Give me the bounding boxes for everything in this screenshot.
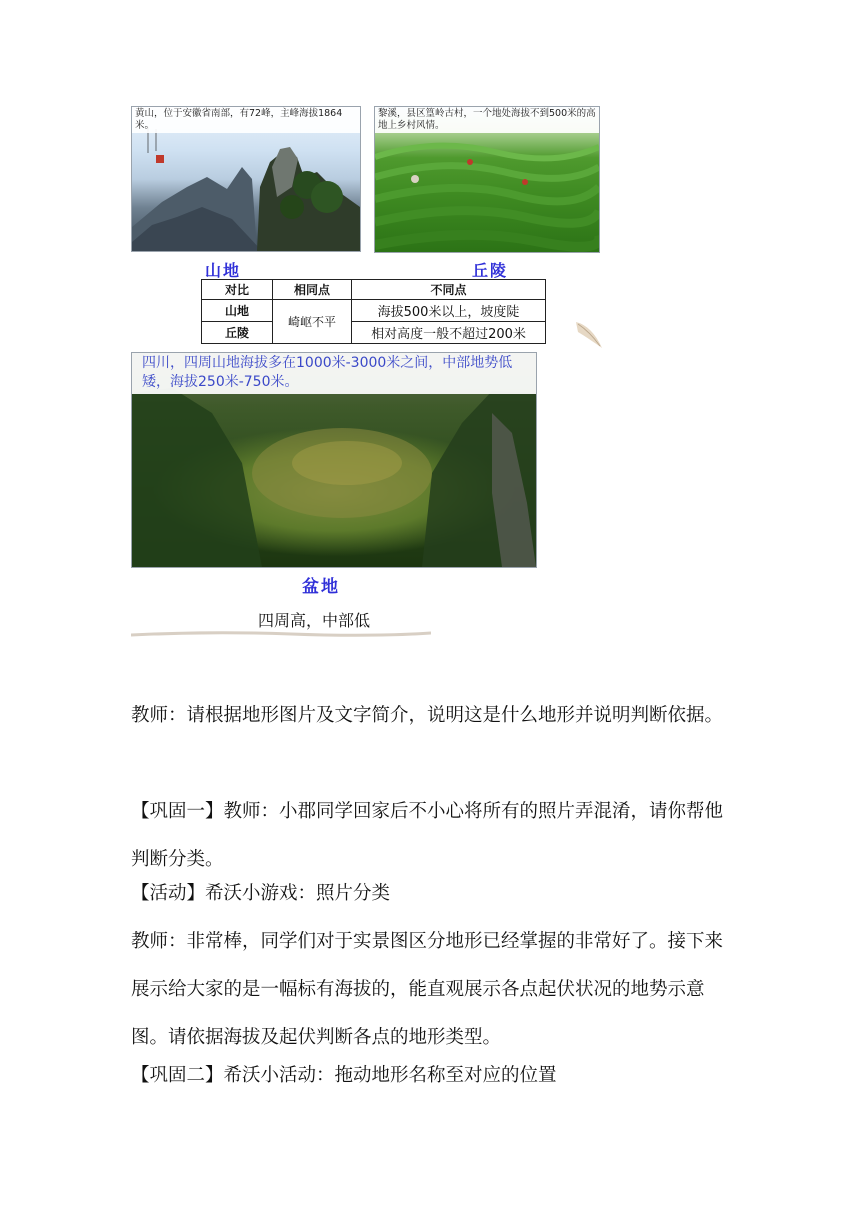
table-row <box>202 322 546 344</box>
table-header-row <box>202 280 546 300</box>
paragraph-consolidation-two: 【巩固二】希沃小活动：拖动地形名称至对应的位置 <box>131 1065 557 1086</box>
row-name-cell: 丘陵 <box>202 322 273 344</box>
difference-cell: 相对高度一般不超过200米 <box>352 322 546 344</box>
paragraph-teacher-praise: 教师：非常棒，同学们对于实景图区分地形已经掌握的非常好了。接下来展示给大家的是一幅标有海拔的，能直观展示各点起伏状况的地势示意图。请依据海拔及起伏判断各点的地形类型。 <box>131 931 724 1048</box>
basin-caption: 四川，四周山地海拔多在1000米-3000米之间，中部地势低矮，海拔250米-750米。 <box>132 353 536 394</box>
hill-photo <box>374 106 600 253</box>
hill-caption: 黎溪，县区篁岭古村，一个地处海拔不到500米的高地上乡村风情。 <box>375 107 599 133</box>
comparison-table <box>201 279 546 344</box>
row-name-cell: 山地 <box>202 300 273 322</box>
same-point-cell: 崎岖不平 <box>273 300 352 344</box>
difference-cell: 海拔500米以上，坡度陡 <box>352 300 546 322</box>
brush-divider <box>131 630 431 638</box>
mountain-photo <box>131 106 361 252</box>
table-header-cell: 相同点 <box>273 280 352 300</box>
mountain-label: 山地 <box>205 261 242 280</box>
paragraph-consolidation-one: 【巩固一】教师：小郡同学回家后不小心将所有的照片弄混淆，请你帮他判断分类。 <box>131 801 724 870</box>
basin-subtitle: 四周高，中部低 <box>258 611 371 630</box>
paragraph-teacher-question: 教师：请根据地形图片及文字简介，说明这是什么地形并说明判断依据。 <box>131 705 724 726</box>
table-row <box>202 300 546 322</box>
basin-photo <box>131 352 537 568</box>
paragraph-activity: 【活动】希沃小游戏：照片分类 <box>131 883 391 904</box>
basin-label: 盆地 <box>302 577 340 597</box>
hill-label: 丘陵 <box>472 261 509 280</box>
table-header-cell: 不同点 <box>352 280 546 300</box>
mountain-caption: 黄山，位于安徽省南部，有72峰，主峰海拔1864米。 <box>132 107 360 133</box>
feather-decoration-icon <box>574 318 604 350</box>
table-header-cell: 对比 <box>202 280 273 300</box>
